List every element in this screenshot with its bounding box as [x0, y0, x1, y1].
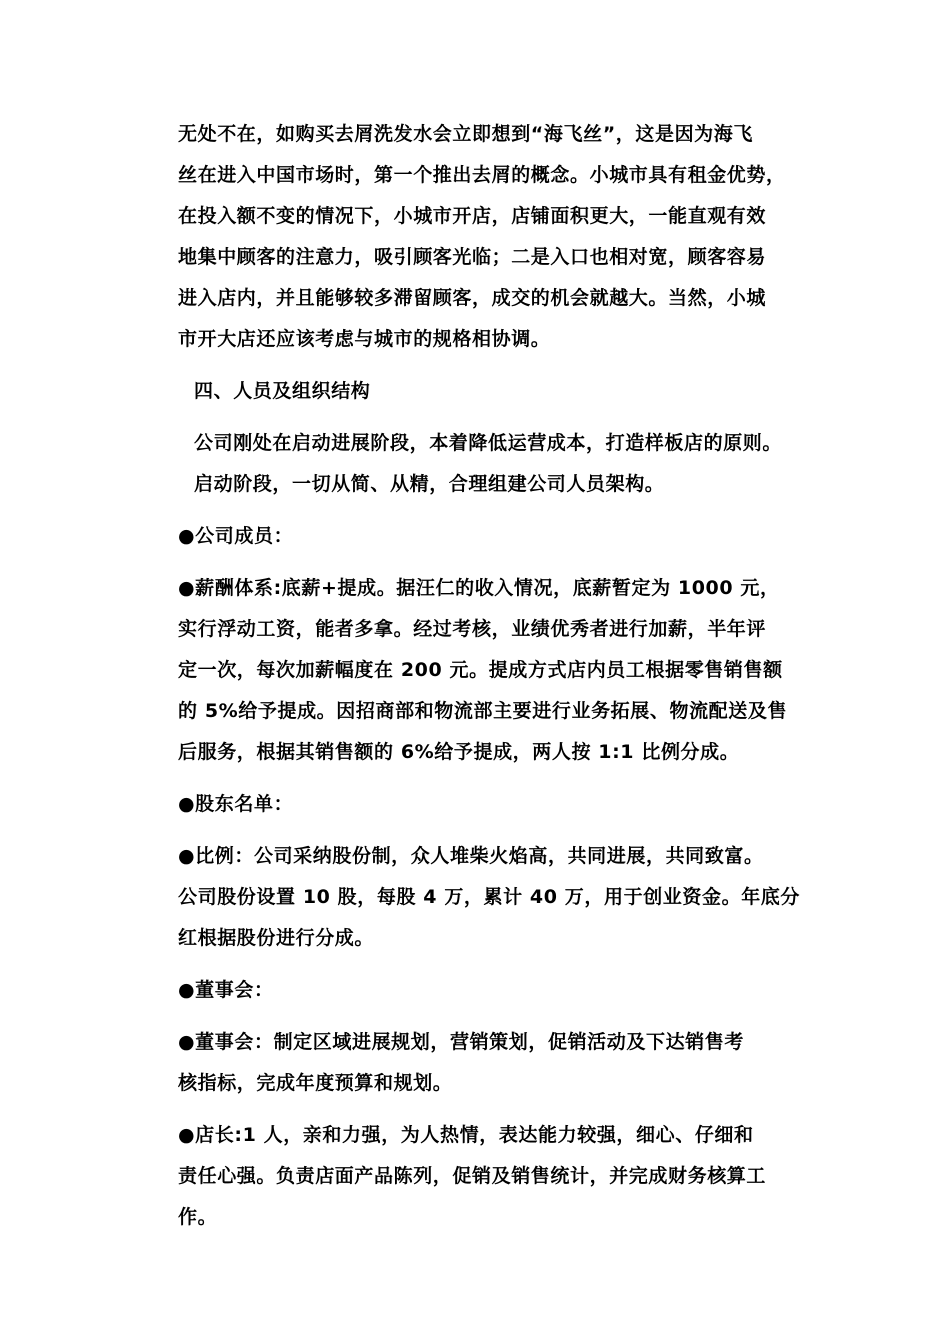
- board-duties-paragraph: [178, 1022, 818, 1104]
- text-line: 公司股份设置 10 股，每股 4 万，累计 40 万，用于创业资金。年底分: [178, 886, 800, 908]
- salary-system-paragraph: [178, 568, 818, 773]
- text-line: ●董事会：制定区域进展规划，营销策划，促销活动及下达销售考: [178, 1031, 744, 1053]
- store-manager-paragraph: [178, 1115, 818, 1238]
- text-line: 红根据股份进行分成。: [178, 927, 375, 949]
- text-line: 丝在进入中国市场时，第一个推出去屑的概念。小城市具有租金优势，: [178, 164, 786, 186]
- text-line: 启动阶段，一切从简、从精，合理组建公司人员架构。: [194, 473, 665, 495]
- shop-size-paragraph: [178, 114, 818, 360]
- text-line: 公司刚处在启动进展阶段，本着降低运营成本，打造样板店的原则。: [194, 432, 783, 454]
- text-line: ●股东名单：: [178, 793, 294, 815]
- company-members-heading: [178, 516, 818, 557]
- text-line: ●比例：公司采纳股份制，众人堆柴火焰高，共同进展，共同致富。: [178, 845, 764, 867]
- text-line: 作。: [178, 1206, 218, 1228]
- text-line: ●店长:1 人，亲和力强，为人热情，表达能力较强，细心、仔细和: [178, 1124, 754, 1146]
- shareholders-heading: [178, 784, 818, 825]
- share-ratio-paragraph: [178, 836, 818, 959]
- text-line: ●公司成员：: [178, 525, 294, 547]
- text-line: 责任心强。负责店面产品陈列，促销及销售统计，并完成财务核算工: [178, 1165, 767, 1187]
- text-line: 进入店内，并且能够较多滞留顾客，成交的机会就越大。当然，小城: [178, 287, 767, 309]
- document-body: [178, 114, 818, 1238]
- text-line: 在投入额不变的情况下，小城市开店，店铺面积更大，一能直观有效: [178, 205, 767, 227]
- text-line: 地集中顾客的注意力，吸引顾客光临；二是入口也相对宽，顾客容易: [178, 246, 767, 268]
- text-line: 核指标，完成年度预算和规划。: [178, 1072, 453, 1094]
- text-line: 实行浮动工资，能者多拿。经过考核，业绩优秀者进行加薪，半年评: [178, 618, 767, 640]
- text-line: 后服务，根据其销售额的 6%给予提成，两人按 1:1 比例分成。: [178, 741, 740, 763]
- text-line: 市开大店还应该考虑与城市的规格相协调。: [178, 328, 551, 350]
- text-line: ●薪酬体系:底薪+提成。据汪仁的收入情况，底薪暂定为 1000 元，: [178, 577, 780, 599]
- board-heading: [178, 970, 818, 1011]
- text-line: 定一次，每次加薪幅度在 200 元。提成方式店内员工根据零售销售额: [178, 659, 783, 681]
- text-line: ●董事会：: [178, 979, 274, 1001]
- document-page: [178, 114, 818, 1238]
- section-heading-personnel: [178, 371, 818, 412]
- startup-stage-paragraph: [178, 423, 818, 505]
- text-line: 四、人员及组织结构: [194, 380, 371, 402]
- text-line: 无处不在，如购买去屑洗发水会立即想到“海飞丝”，这是因为海飞: [178, 123, 753, 145]
- text-line: 的 5%给予提成。因招商部和物流部主要进行业务拓展、物流配送及售: [178, 700, 788, 722]
